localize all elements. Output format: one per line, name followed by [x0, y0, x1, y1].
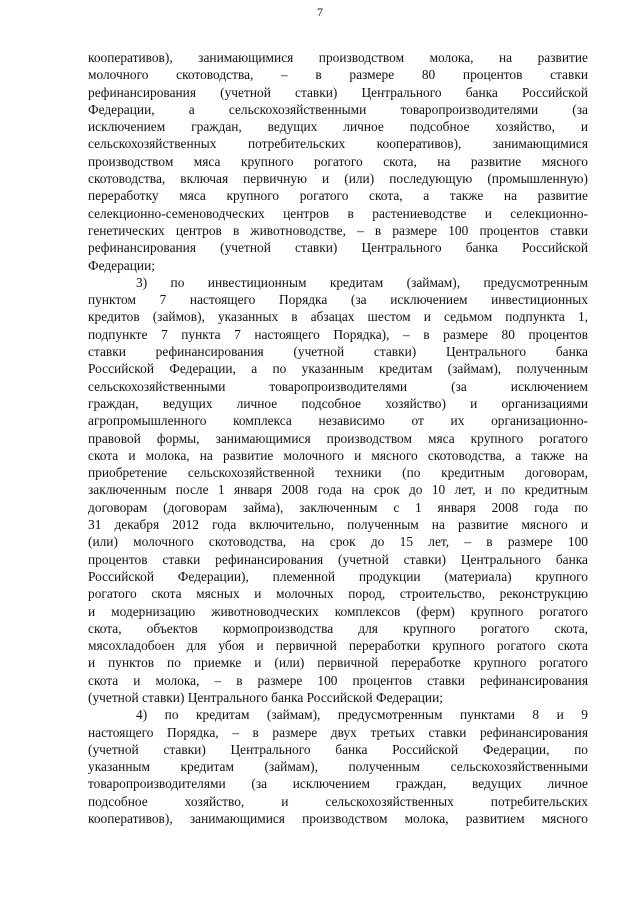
text-line: (или) молочного скотоводства, на срок до 15 лет, – в размере 100	[88, 534, 588, 550]
text-line: настоящего Порядка, – в размере двух третьих ставки рефинансирования	[88, 724, 588, 740]
text-line: рефинансирования (учетной ставки) Центрального банка Российской	[88, 84, 588, 100]
text-line: Российской Федерации, а по указанным кредитам (займам), полученным	[88, 361, 588, 377]
body-text	[88, 49, 588, 827]
text-line: рогатого скота мясных и молочных пород, строительство, реконструкцию	[88, 586, 588, 602]
text-line: исключением граждан, ведущих личное подсобное хозяйство, и	[88, 119, 588, 135]
text-line: 31 декабря 2012 года включительно, полученным на развитие мясного и	[88, 517, 588, 533]
text-line: кооперативов), занимающимися производством молока, на развитие	[88, 50, 588, 65]
text-line: подпункте 7 пункта 7 настоящего Порядка), – в размере 80 процентов	[88, 326, 588, 342]
text-line: мясохладобоен для убоя и первичной переработки крупного рогатого скота	[88, 638, 588, 654]
text-line: сельскохозяйственными товаропроизводителями (за исключением	[88, 378, 588, 394]
text-line: молочного скотоводства, – в размере 80 процентов ставки	[88, 67, 588, 83]
text-line: подсобное хозяйство, и сельскохозяйственных потребительских	[88, 793, 588, 809]
text-line: селекционно-семеноводческих центров в растениеводстве и селекционно-	[88, 205, 588, 221]
text-line: агропромышленного комплекса независимо от их организационно-	[88, 413, 588, 429]
text-line: процентов ставки рефинансирования (учетной ставки) Центрального банка	[88, 551, 588, 567]
text-line: кооперативов), занимающимися производством молока, развитием мясного	[88, 811, 588, 827]
text-line: договорам (договорам займа), заключенным с 1 января 2008 года по	[88, 499, 588, 515]
text-line: 4) по кредитам (займам), предусмотренным пунктами 8 и 9	[136, 707, 588, 723]
text-line: и модернизацию животноводческих комплексов (ферм) крупного рогатого	[88, 603, 588, 619]
text-line: и пунктов по приемке и (или) первичной переработке крупного рогатого	[88, 655, 588, 671]
text-line: Федерации;	[88, 257, 155, 273]
text-line: заключенным после 1 января 2008 года на срок до 10 лет, и по кредитным	[88, 482, 588, 498]
text-line: производством мяса крупного рогатого скота, на развитие мясного	[88, 153, 588, 169]
text-line: Федерации, а сельскохозяйственными товаропроизводителями (за	[88, 101, 588, 117]
text-line: указанным кредитам (займам), полученным сельскохозяйственными	[88, 759, 588, 775]
text-line: ставки рефинансирования (учетной ставки) Центрального банка	[88, 344, 588, 360]
text-line: кредитов (займов), указанных в абзацах шестом и седьмом подпункта 1,	[88, 309, 588, 325]
text-line: скота, объектов кормопроизводства для крупного рогатого скота,	[88, 620, 588, 636]
text-line: приобретение сельскохозяйственной техники (по кредитным договорам,	[88, 465, 588, 481]
text-line: скотоводства, включая первичную и (или) последующую (промышленную)	[88, 171, 588, 187]
text-line: скота и молока, – в размере 100 процентов ставки рефинансирования	[88, 672, 588, 688]
text-line: рефинансирования (учетной ставки) Центрального банка Российской	[88, 240, 588, 256]
text-line: (учетной ставки) Центрального банка Российской Федерации, по	[88, 741, 588, 757]
text-line: (учетной ставки) Центрального банка Российской Федерации;	[88, 689, 443, 705]
text-line: правовой формы, занимающимися производством мяса крупного рогатого	[88, 430, 588, 446]
text-line: Российской Федерации), племенной продукции (материала) крупного	[88, 568, 588, 584]
text-line: сельскохозяйственных потребительских кооперативов), занимающимися	[88, 136, 588, 152]
text-line: 3) по инвестиционным кредитам (займам), предусмотренным	[136, 274, 588, 290]
text-line: граждан, ведущих личное подсобное хозяйство) и организациями	[88, 395, 588, 411]
text-line: пунктом 7 настоящего Порядка (за исключением инвестиционных	[88, 292, 588, 308]
text-line: товаропроизводителями (за исключением граждан, ведущих личное	[88, 776, 588, 792]
text-line: скота и молока, на развитие молочного и мясного скотоводства, а также на	[88, 447, 588, 463]
text-line: переработку мяса крупного рогатого скота, а также на развитие	[88, 188, 588, 204]
text-line: генетических центров в животноводстве, – в размере 100 процентов ставки	[88, 222, 588, 238]
page-number: 7	[317, 5, 323, 19]
